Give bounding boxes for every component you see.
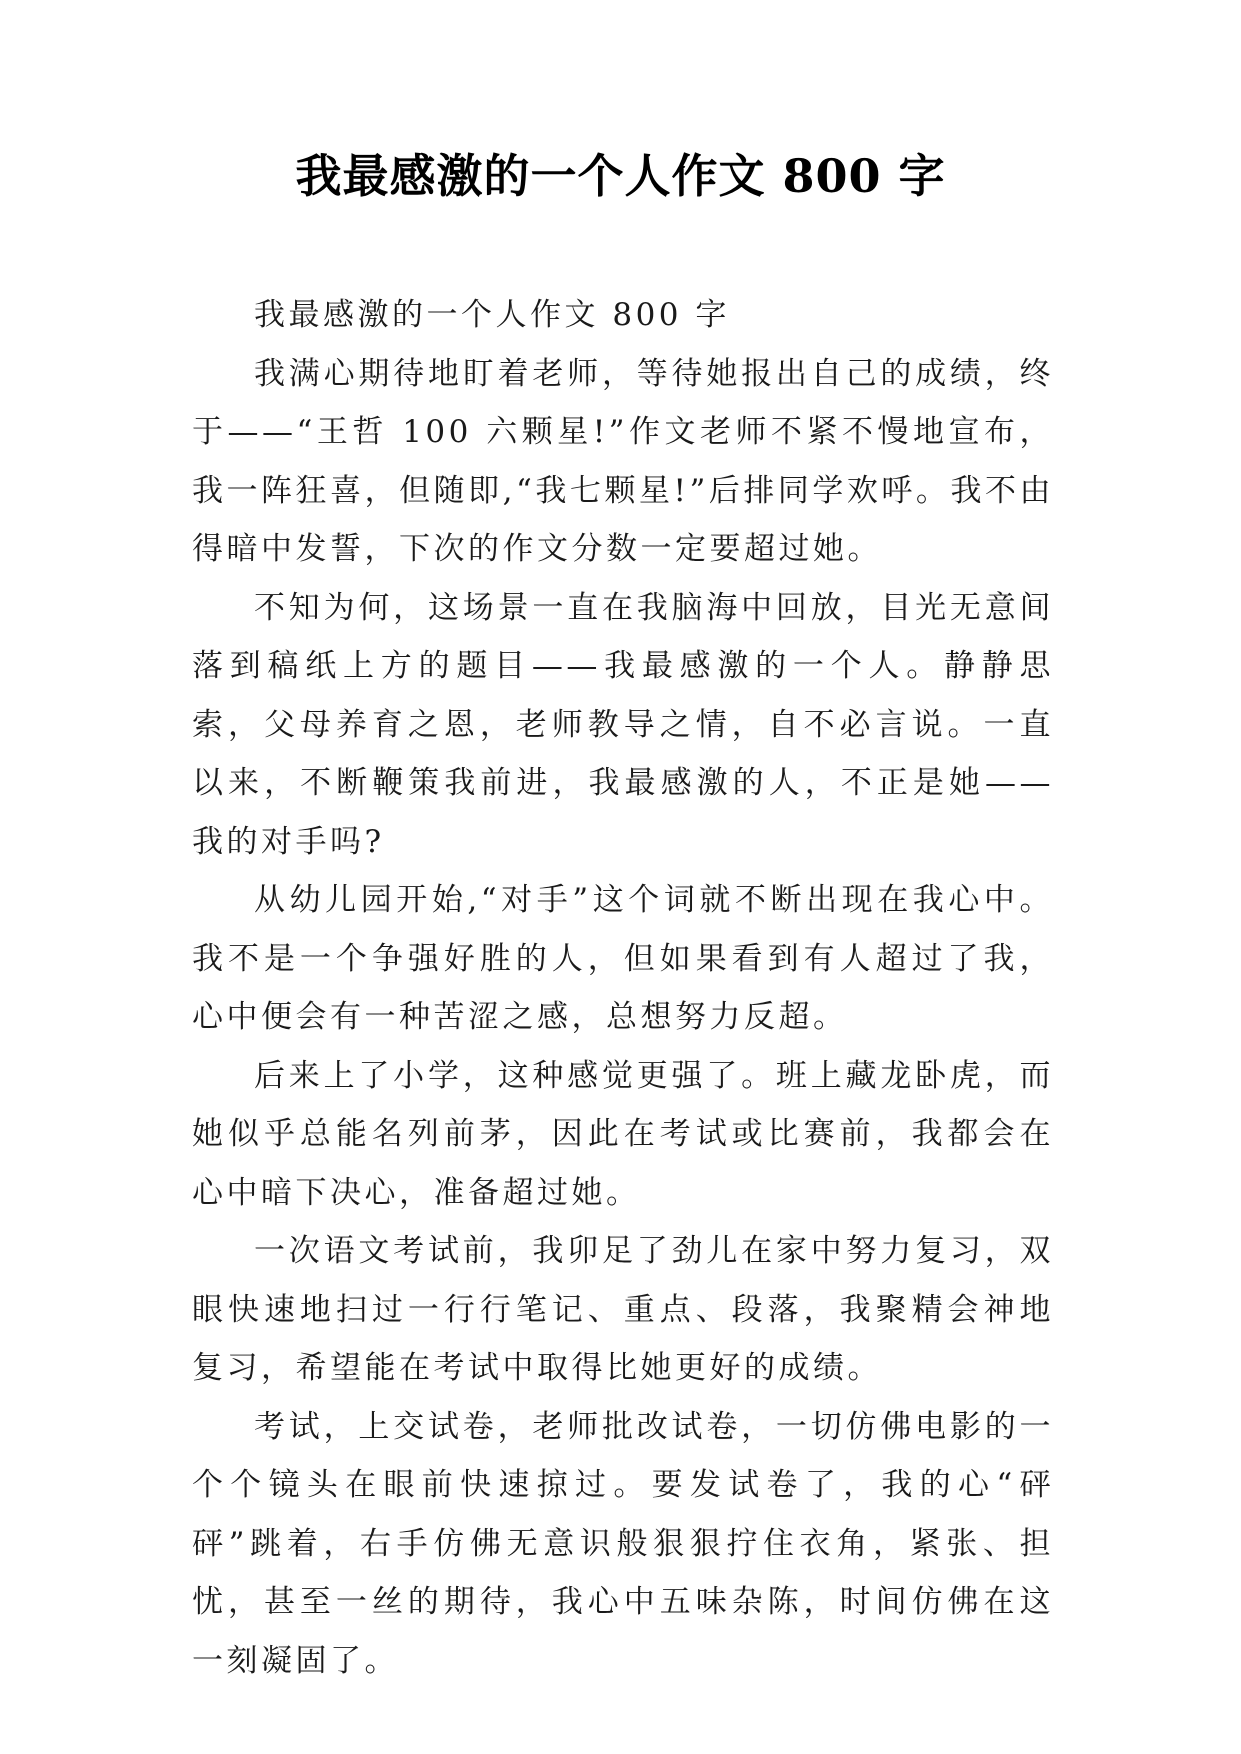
paragraph: 考试，上交试卷，老师批改试卷，一切仿佛电影的一个个镜头在眼前快速掠过。要发试卷了，我的心“砰砰”跳着，右手仿佛无意识般狠狠拧住衣角，紧张、担忧，甚至一丝的期待，我心中五味杂陈，时间仿佛在这一刻凝固了。: [192, 1408, 1054, 1679]
paragraph: 不知为何，这场景一直在我脑海中回放，目光无意间落到稿纸上方的题目——我最感激的一个人。静静思索，父母养育之恩，老师教导之情，自不必言说。一直以来，不断鞭策我前进，我最感激的人，不正是她——我的对手吗?: [192, 589, 1054, 860]
paragraph: 我最感激的一个人作文 800 字: [254, 297, 730, 333]
paragraph: 从幼儿园开始,“对手”这个词就不断出现在我心中。我不是一个争强好胜的人，但如果看到有人超过了我，心中便会有一种苦涩之感，总想努力反超。: [192, 882, 1054, 1035]
paragraph: 后来上了小学，这种感觉更强了。班上藏龙卧虎，而她似乎总能名列前茅，因此在考试或比赛前，我都会在心中暗下决心，准备超过她。: [192, 1057, 1054, 1211]
document-title: 我最感激的一个人作文 800 字: [295, 149, 946, 203]
document-body: [192, 286, 1054, 1690]
paragraph: 一次语文考试前，我卯足了劲儿在家中努力复习，双眼快速地扫过一行行笔记、重点、段落，我聚精会神地复习，希望能在考试中取得比她更好的成绩。: [192, 1233, 1054, 1386]
paragraph: 我满心期待地盯着老师，等待她报出自己的成绩，终于——“王哲 100 六颗星!”作文老师不紧不慢地宣布，我一阵狂喜，但随即,“我七颗星!”后排同学欢呼。我不由得暗中发誓，下次的作文分数一定要超过她。: [192, 355, 1054, 567]
